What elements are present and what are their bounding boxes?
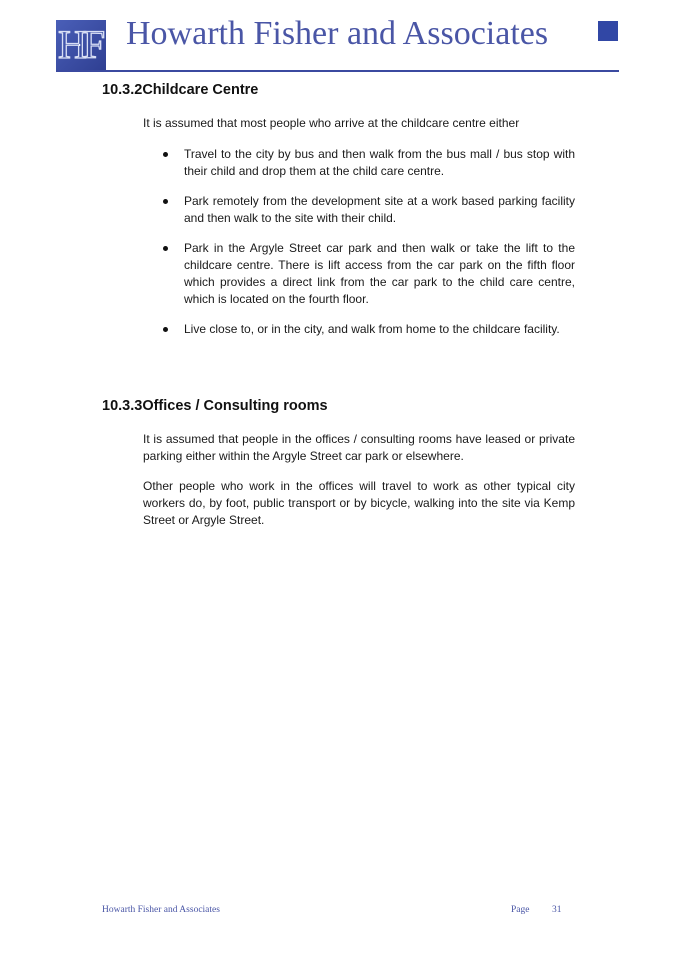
- brand-title: Howarth Fisher and Associates: [126, 15, 549, 52]
- page-header: [0, 0, 676, 80]
- childcare-bullet-list: [143, 146, 575, 338]
- childcare-intro: It is assumed that most people who arrive at the childcare centre either: [143, 116, 520, 130]
- bullet-icon: [163, 199, 168, 204]
- footer-page-number: 31: [552, 905, 562, 915]
- list-item: [143, 146, 575, 180]
- list-item-text: Travel to the city by bus and then walk from the bus mall / bus stop with their child and drop them at the child care centre.: [184, 147, 575, 178]
- hf-logo-text: HF: [58, 22, 102, 67]
- list-item-text: Live close to, or in the city, and walk from home to the childcare facility.: [184, 322, 560, 336]
- list-item-text: Park in the Argyle Street car park and then walk or take the lift to the childcare centre. There is lift access from the car park on the fifth floor which provides a direct link from the car park to the child care centre, which is located on the fourth floor.: [184, 241, 575, 306]
- offices-paragraph-2: Other people who work in the offices will travel to work as other typical city workers do, by foot, public transport or by bicycle, walking into the site via Kemp Street or Argyle Street.: [143, 479, 575, 527]
- section-heading-childcare: 10.3.2Childcare Centre: [102, 82, 259, 98]
- header-rule: [56, 70, 619, 72]
- footer-company: Howarth Fisher and Associates: [102, 905, 220, 915]
- list-item: [143, 193, 575, 227]
- list-item: [143, 321, 575, 338]
- section-heading-offices: 10.3.3Offices / Consulting rooms: [102, 398, 328, 414]
- hf-logo: [56, 20, 106, 70]
- offices-paragraph-1: It is assumed that people in the offices / consulting rooms have leased or private parking either within the Argyle Street car park or elsewhere.: [143, 432, 575, 463]
- bullet-icon: [163, 246, 168, 251]
- bullet-icon: [163, 327, 168, 332]
- list-item: [143, 240, 575, 308]
- bullet-icon: [163, 152, 168, 157]
- footer-page-label: Page: [511, 905, 530, 915]
- list-item-text: Park remotely from the development site at a work based parking facility and then walk to the site with their child.: [184, 194, 575, 225]
- brand-square-icon: [598, 21, 618, 41]
